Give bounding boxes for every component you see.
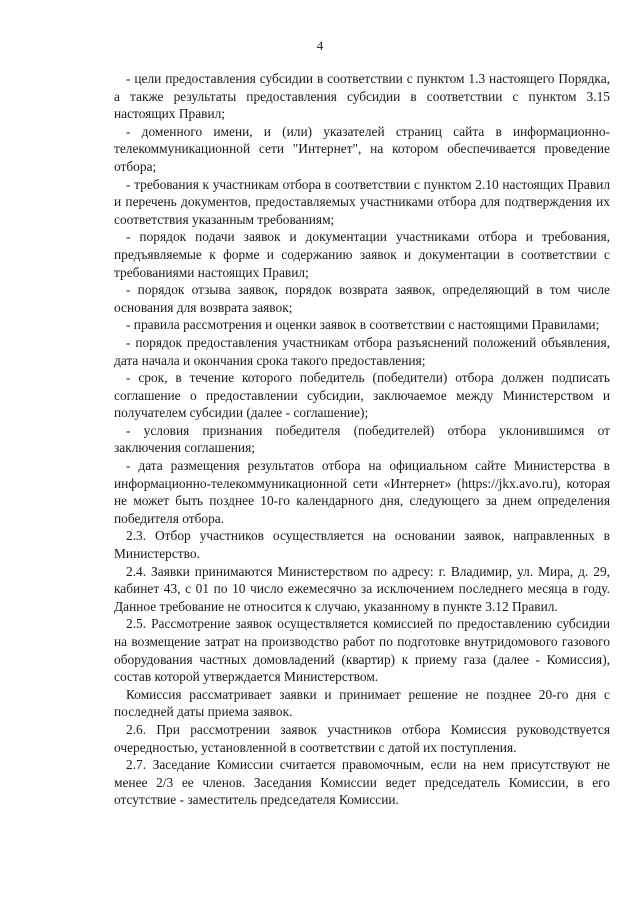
list-item: - порядок предоставления участникам отбора разъяснений положений объявления, дата начала и окончания срока такого предоставления; — [114, 334, 610, 368]
page-number: 4 — [316, 38, 324, 53]
paragraph-2-4: 2.4. Заявки принимаются Министерством по адресу: г. Владимир, ул. Мира, д. 29, кабинет 43, с 01 по 10 число ежемесячно за исключением последнего месяца в году. Данное требование не относится к случаю, указанному в пункте 3.12 Правил. — [114, 563, 610, 614]
paragraph-2-5: 2.5. Рассмотрение заявок осуществляется комиссией по предоставлению субсидии на возмещение затрат на производство работ по подготовке внутридомового газового оборудования частных домовладений (квартир) к приему газа (далее - Комиссия), состав которой утверждается Министерством. — [114, 616, 610, 685]
list-item: - дата размещения результатов отбора на официальном сайте Министерства в информационно-телекоммуникационной сети «Интернет» (https://jkx.avo.ru), которая не может быть позднее 10-го календарного дня, следующего за днем определения победителя отбора. — [114, 458, 610, 526]
paragraph-2-6: 2.6. При рассмотрении заявок участников отбора Комиссия руководствуется очередностью, установленной в соответствии с датой их поступления. — [114, 721, 610, 755]
list-item: - доменного имени, и (или) указателей страниц сайта в информационно-телекоммуникационной сети "Интернет", на котором обеспечивается проведение отбора; — [114, 123, 610, 174]
paragraph-commission: Комиссия рассматривает заявки и принимает решение не позднее 20-го дня с последней даты приема заявок. — [114, 686, 610, 720]
paragraph-2-7: 2.7. Заседание Комиссии считается правомочным, если на нем присутствуют не менее 2/3 ее членов. Заседания Комиссии ведет председатель Комиссии, в его отсутствие - заместитель председателя Комиссии. — [114, 757, 610, 808]
list-item: - срок, в течение которого победитель (победители) отбора должен подписать соглашение о предоставлении субсидии, заключаемое между Министерством и получателем субсидии (далее - соглашение); — [114, 370, 610, 421]
list-item: - правила рассмотрения и оценки заявок в соответствии с настоящими Правилами; — [126, 317, 600, 333]
paragraph-2-3: 2.3. Отбор участников осуществляется на основании заявок, направленных в Министерство. — [114, 528, 610, 562]
document-body — [114, 70, 610, 809]
list-item: - порядок отзыва заявок, порядок возврата заявок, определяющий в том числе основания для возврата заявок; — [114, 282, 610, 315]
list-item: - порядок подачи заявок и документации участниками отбора и требования, предъявляемые к форме и содержанию заявок и документации в соответствии с требованиями настоящих Правил; — [114, 229, 610, 280]
list-item: - цели предоставления субсидии в соответствии с пунктом 1.3 настоящего Порядка, а также результаты предоставления субсидии в соответствии с пунктом 3.15 настоящих Правил; — [114, 71, 610, 122]
list-item: - условия признания победителя (победителей) отбора уклонившимся от заключения соглашения; — [114, 422, 610, 456]
list-item: - требования к участникам отбора в соответствии с пунктом 2.10 настоящих Правил и перечень документов, предоставляемых участниками отбора для подтверждения их соответствия указанным требованиям; — [114, 176, 610, 227]
